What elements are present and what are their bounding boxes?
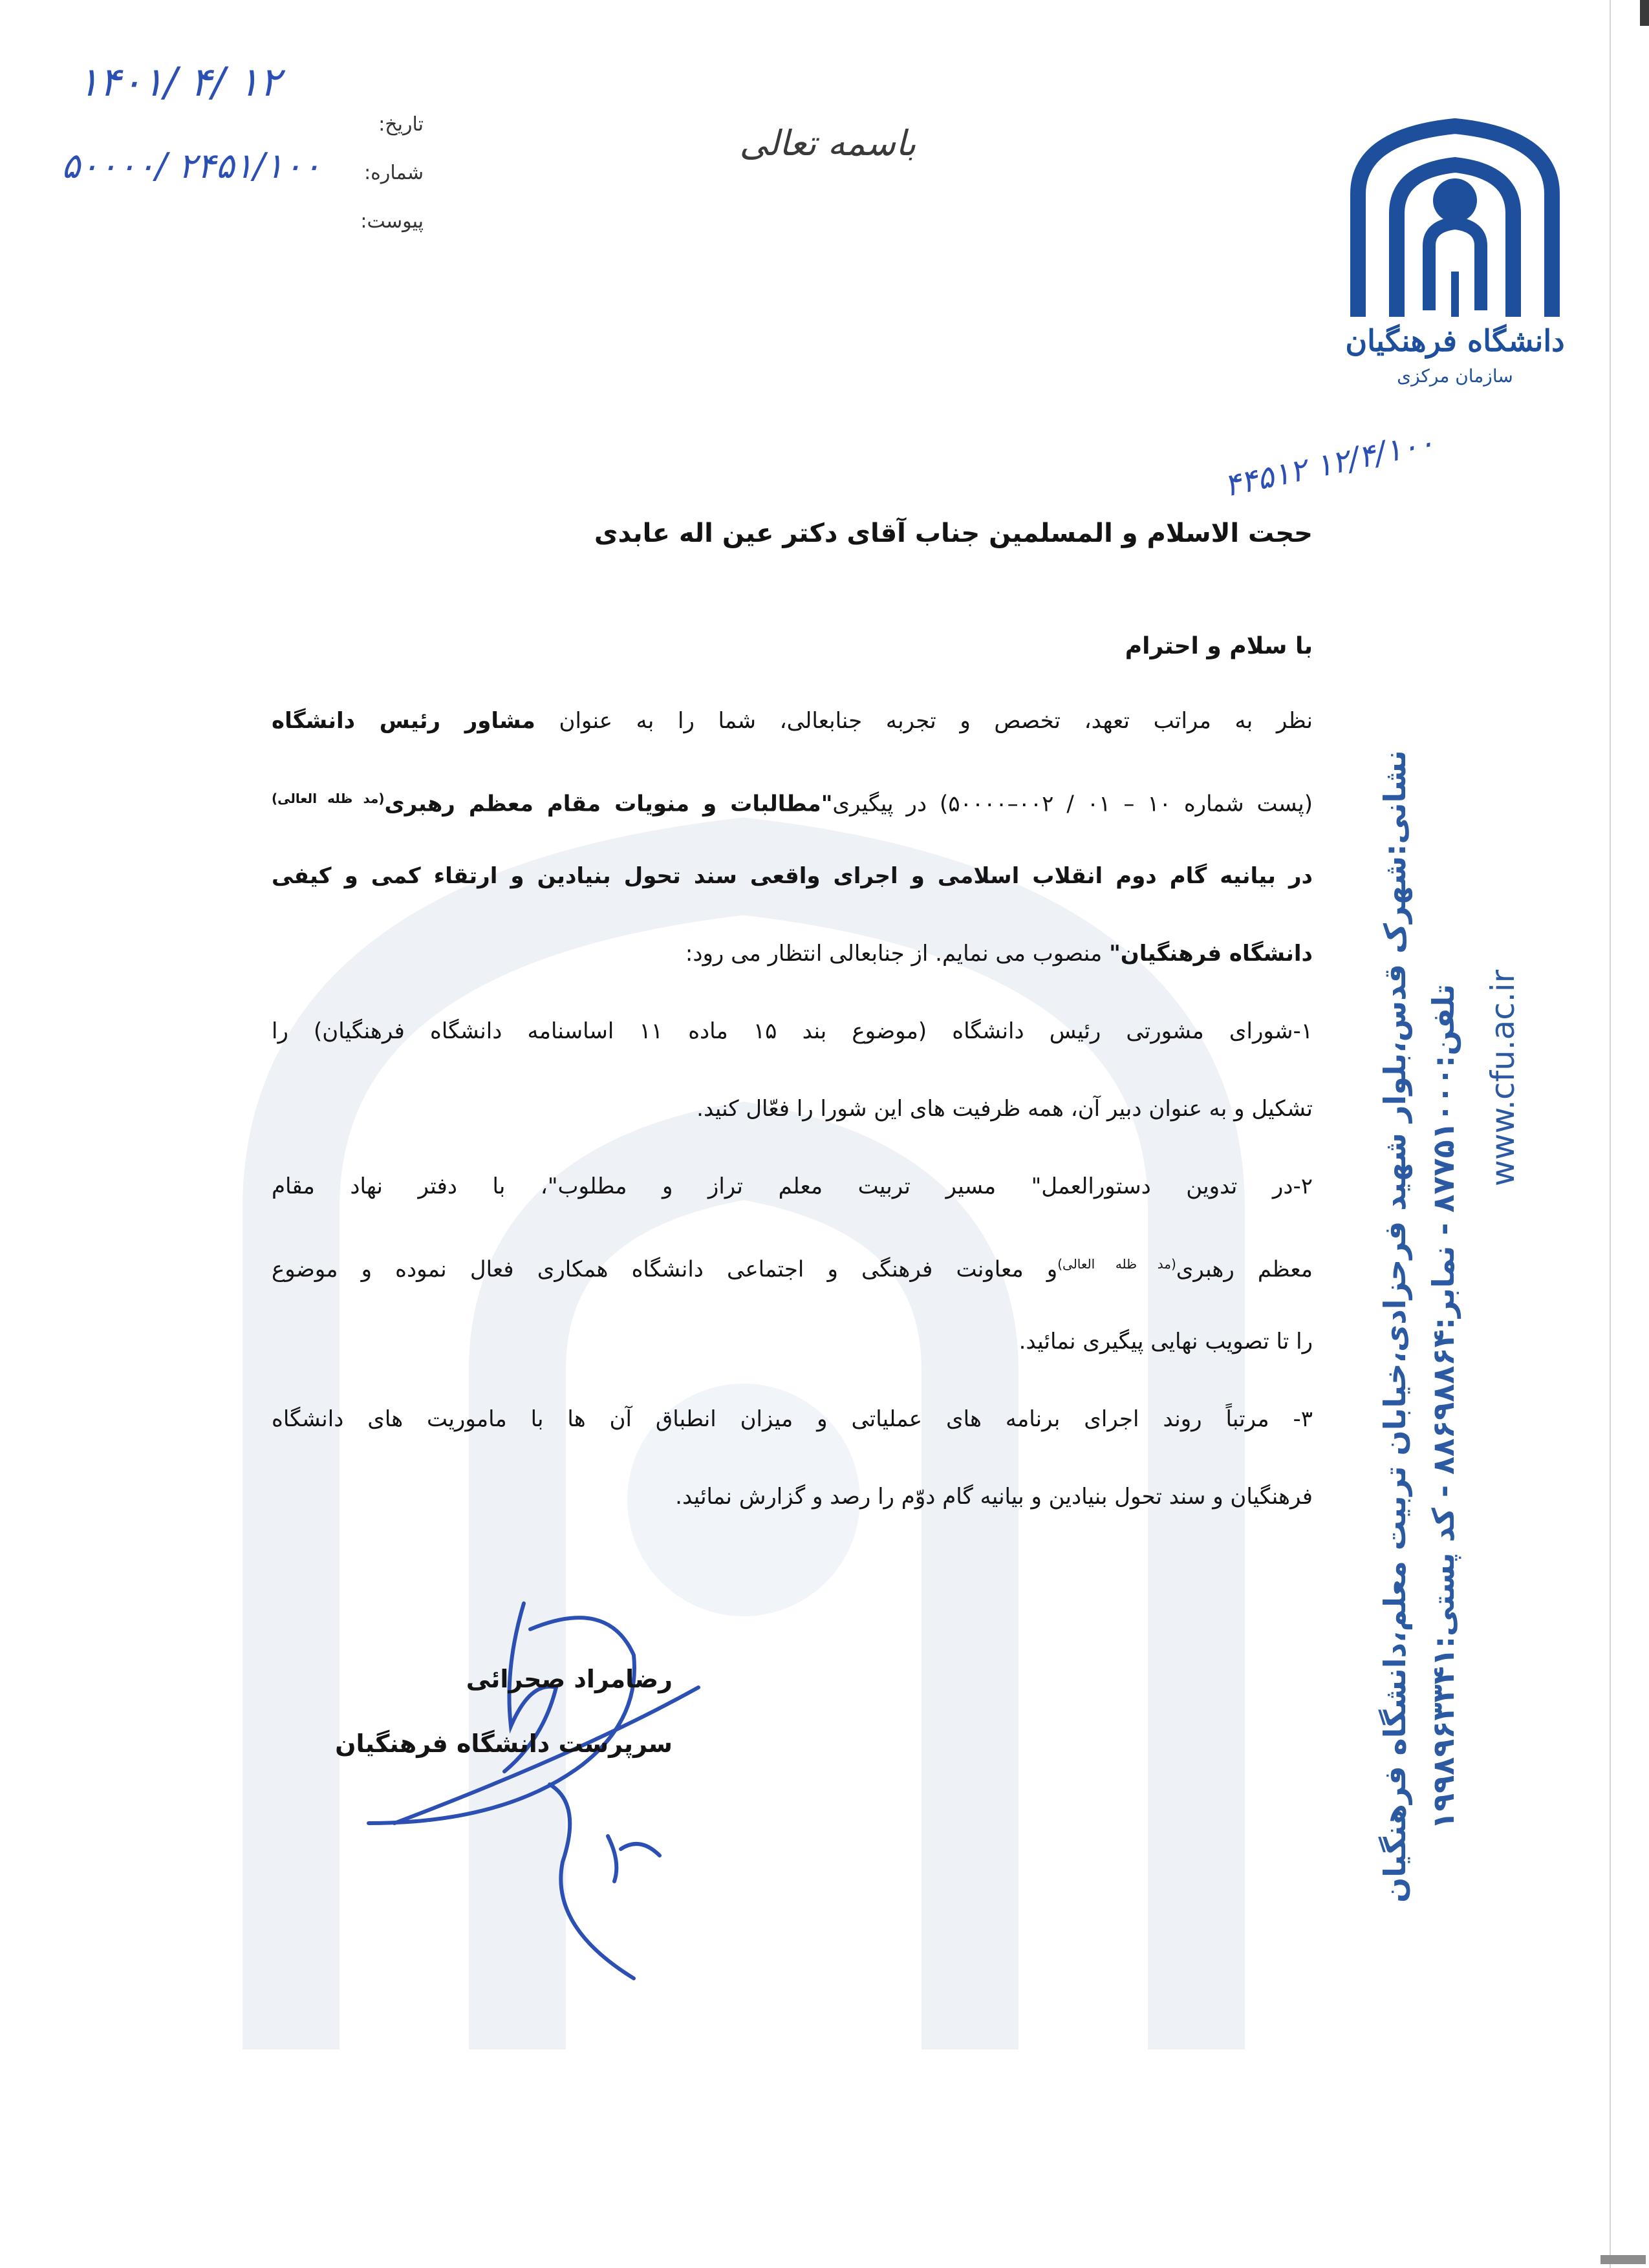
p1-line-2-bold: "مطالبات و منویات مقام معظم رهبری [384,791,833,817]
scan-footer-mark [1600,2255,1646,2264]
item-2-line-2-text-a: معظم رهبری [1176,1256,1313,1283]
handwritten-date: ۱۴۰۱/ ۴/ ۱۲ [78,58,281,105]
p1-line-1-text: نظر به مراتب تعهد، تخصص و تجربه جنابعالی، شما را به عنوان [535,708,1313,734]
item-2-line-2-superscript: (مد ظله العالی) [1057,1256,1176,1272]
logo-university-name: دانشگاه فرهنگیان [1345,323,1565,358]
invocation-heading: باسمه تعالی [739,123,916,164]
p1-line-4-text: منصوب می نمایم. از جنابعالی انتظار می رود: [685,941,1110,967]
signatory-name: رضامراد صحرائی [466,1665,673,1693]
sidebar-address: نشانی:شهرک قدس،بلوار شهید فرحزادی،خیابان تربیت معلم،دانشگاه فرهنگیان [1377,750,1412,1903]
item-2-line-2 [272,1245,1313,1289]
attachment-label: پیوست: [360,210,424,233]
date-label: تاریخ: [378,113,424,136]
signatory-title: سرپرست دانشگاه فرهنگیان [335,1729,673,1758]
p1-line-4-bold: دانشگاه فرهنگیان" [1109,941,1313,967]
logo-subtitle: سازمان مرکزی [1397,365,1513,387]
item-3-line-1: ۳- مرتباً روند اجرای برنامه های عملیاتی و میزان انطباق آن ها با ماموریت های دانشگاه [272,1406,1313,1432]
item-2-line-2-text-b: و معاونت فرهنگی و اجتماعی دانشگاه همکاری فعال نموده و موضوع [272,1256,1058,1283]
addressee: حجت الاسلام و المسلمین جناب آقای دکتر عین اله عابدی [594,519,1313,548]
university-logo [1332,116,1578,388]
handwritten-letter-number: ۵۰۰۰۰/ ۲۴۵۱/۱۰۰ [61,145,321,186]
paragraph-1-line-1 [272,701,1313,740]
p1-line-2-text: (پست شماره ۱۰ – ۰۱ / ۰۰۲–۵۰۰۰۰) در پیگیری [832,791,1313,817]
handwritten-signature [336,1590,789,1991]
paragraph-1-line-2 [272,779,1313,823]
sidebar-phone: تلفن:۸۷۷۵۱۰۰۰ - نمابر:۸۸۶۹۸۸۶۴ - کد پستی:۱۹۹۸۹۶۳۳۴۱ [1426,984,1461,1830]
paragraph-1-line-3: در بیانیه گام دوم انقلاب اسلامی و اجرای واقعی سند تحول بنیادین و ارتقاء کمی و کیفی [272,863,1313,889]
item-2-line-1: ۲-در تدوین دستورالعمل" مسیر تربیت معلم تراز و مطلوب"، با دفتر نهاد مقام [272,1173,1313,1199]
number-label: شماره: [364,162,424,184]
item-1-line-2: تشکیل و به عنوان دبیر آن، همه ظرفیت های این شورا را فعّال کنید. [696,1096,1313,1122]
paragraph-1-line-4 [272,934,1313,973]
university-emblem-icon [1332,116,1578,323]
greeting: با سلام و احترام [1125,633,1313,659]
item-1-line-1: ۱-شورای مشورتی رئیس دانشگاه (موضوع بند ۱۵ ماده ۱۱ اساسنامه دانشگاه فرهنگیان) را [272,1018,1313,1044]
p1-line-1-bold: مشاور رئیس دانشگاه [272,708,535,734]
contact-sidebar [1377,750,1539,1903]
sidebar-website: www.cfu.ac.ir [1484,970,1522,1187]
page-edge-line [1610,0,1611,2268]
p1-line-2-superscript: (مد ظله العالی) [272,791,385,806]
item-2-line-3: را تا تصویب نهایی پیگیری نمائید. [1018,1329,1313,1354]
item-3-line-2: فرهنگیان و سند تحول بنیادین و بیانیه گام دوّم را رصد و گزارش نمائید. [675,1484,1313,1510]
handwritten-margin-note: ۱۲/۴/۱۰۰ ۴۴۵۱۲ [1220,424,1438,504]
scan-corner-mark [1640,0,1649,26]
